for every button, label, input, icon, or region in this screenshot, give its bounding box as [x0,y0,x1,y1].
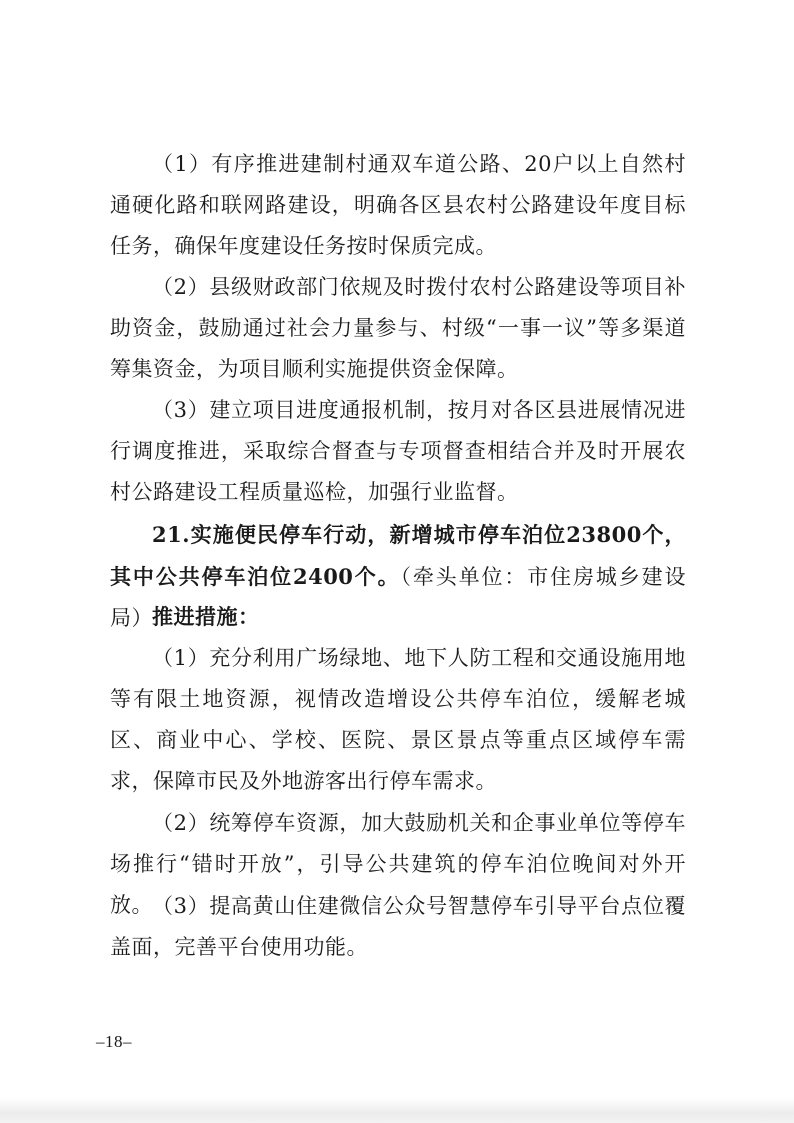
scan-edge-shadow [0,1098,794,1123]
page-number: –18– [96,1032,132,1051]
paragraph-parking-2: （2）统筹停车资源，加大鼓励机关和企事业单位等停车场推行“错时开放”，引导公共建筑的停车泊位晚间对外开放。 [110,811,686,917]
measures-heading: 推进措施： [152,604,260,629]
item-21-title: 21.实施便民停车行动，新增城市停车泊位23800个，其中公共停车泊位2400个。 [110,522,686,589]
item-21-lead-unit: （牵头单位：市住房城乡建设局） [110,565,687,630]
paragraph-rural-road-3: （3）建立项目进度通报机制，按月对各区县进展情况进行调度推进，采取综合督查与专项督查相结合并及时开展农村公路建设工程质量巡检，加强行业监督。 [110,398,686,504]
paragraph-rural-road-1: （1）有序推进建制村通双车道公路、20户以上自然村通硬化路和联网路建设，明确各区县农村公路建设年度目标任务，确保年度建设任务按时保质完成。 [110,152,686,258]
paragraph-rural-road-2: （2）县级财政部门依规及时拨付农村公路建设等项目补助资金，鼓励通过社会力量参与、村级“一事一议”等多渠道筹集资金，为项目顺利实施提供资金保障。 [110,275,686,381]
paragraph-parking-1: （1）充分利用广场绿地、地下人防工程和交通设施用地等有限土地资源，视情改造增设公共停车泊位，缓解老城区、商业中心、学校、医院、景区景点等重点区域停车需求，保障市民及外地游客出行停车需求。 [110,646,686,793]
paragraph-parking-3: （3）提高黄山住建微信公众号智慧停车引导平台点位覆盖面，完善平台使用功能。 [110,894,686,959]
